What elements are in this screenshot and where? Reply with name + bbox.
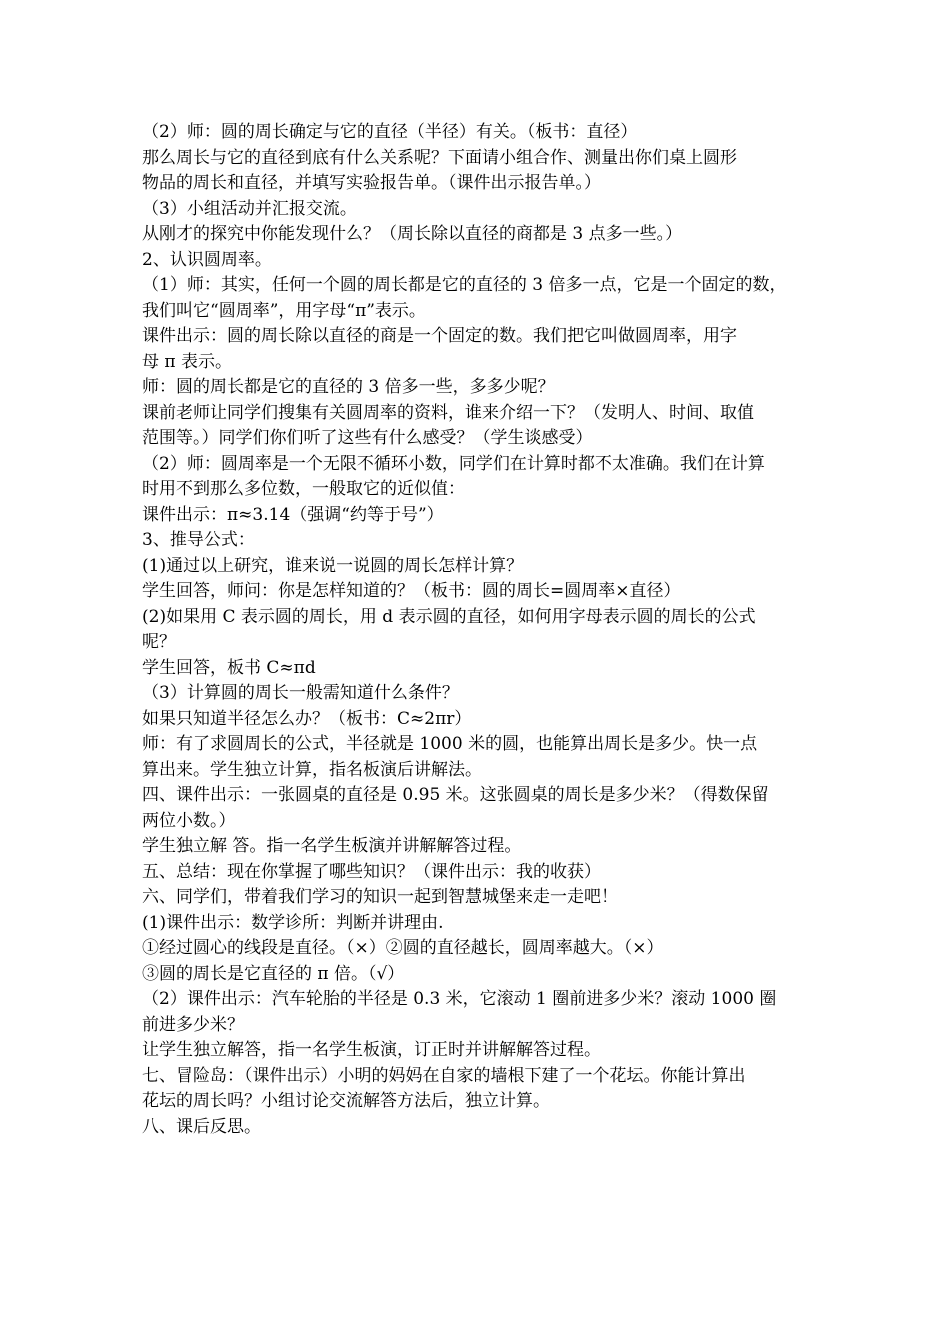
text-line: （3）计算圆的周长一般需知道什么条件？ bbox=[142, 683, 459, 703]
text-line: 如果只知道半径怎么办？（板书：C≈2πr） bbox=[142, 708, 472, 729]
text-line: 花坛的周长吗？小组讨论交流解答方法后，独立计算。 bbox=[142, 1091, 550, 1111]
text-line: 两位小数。） bbox=[142, 810, 236, 831]
text-line: 物品的周长和直径，并填写实验报告单。（课件出示报告单。） bbox=[142, 173, 601, 193]
section-heading: 五、总结：现在你掌握了哪些知识？（课件出示：我的收获） bbox=[142, 861, 601, 882]
text-line: ①经过圆心的线段是直径。（×）②圆的直径越长，圆周率越大。（×） bbox=[142, 938, 664, 958]
text-line: (2)如果用 C 表示圆的周长，用 d 表示圆的直径，如何用字母表示圆的周长的公式 bbox=[142, 606, 756, 627]
text-line: 学生独立解 答。指一名学生板演并讲解解答过程。 bbox=[142, 836, 522, 856]
text-line: 学生回答，师问：你是怎样知道的？（板书：圆的周长=圆周率×直径） bbox=[142, 581, 681, 601]
text-line: 课前老师让同学们搜集有关圆周率的资料，谁来介绍一下？（发明人、时间、取值 bbox=[142, 402, 754, 423]
text-line: （2）师：圆的周长确定与它的直径（半径）有关。（板书：直径） bbox=[142, 122, 638, 142]
document-body bbox=[142, 120, 812, 1140]
text-line: 时用不到那么多位数，一般取它的近似值： bbox=[142, 479, 465, 499]
section-heading: 八、课后反思。 bbox=[142, 1116, 261, 1137]
text-line: ③圆的周长是它直径的 π 倍。（√） bbox=[142, 963, 405, 984]
text-line: 从刚才的探究中你能发现什么？（周长除以直径的商都是 3 点多一些。） bbox=[142, 224, 683, 244]
text-line: 师：有了求圆周长的公式，半径就是 1000 米的圆，也能算出周长是多少。快一点 bbox=[142, 734, 758, 754]
text-line: 呢？ bbox=[142, 632, 176, 652]
section-heading: 六、同学们，带着我们学习的知识一起到智慧城堡来走一走吧！ bbox=[142, 887, 618, 907]
section-heading: 七、冒险岛：（课件出示）小明的妈妈在自家的墙根下建了一个花坛。你能计算出 bbox=[142, 1065, 746, 1086]
text-line: 课件出示：圆的周长除以直径的商是一个固定的数。我们把它叫做圆周率，用字 bbox=[142, 326, 737, 346]
text-line: （3）小组活动并汇报交流。 bbox=[142, 198, 357, 219]
text-line: 前进多少米？ bbox=[142, 1014, 244, 1035]
text-line: （1）师：其实，任何一个圆的周长都是它的直径的 3 倍多一点，它是一个固定的数， bbox=[142, 275, 787, 295]
section-heading: 2、认识圆周率。 bbox=[142, 249, 272, 270]
text-line: 师：圆的周长都是它的直径的 3 倍多一些，多多少呢？ bbox=[142, 377, 555, 397]
text-line: 范围等。）同学们你们听了这些有什么感受？（学生谈感受） bbox=[142, 428, 593, 448]
text-line: 我们叫它“圆周率”，用字母“π”表示。 bbox=[142, 300, 426, 321]
section-heading: 四、课件出示：一张圆桌的直径是 0.95 米。这张圆桌的周长是多少米？（得数保留 bbox=[142, 785, 769, 805]
text-line: (1)课件出示：数学诊所：判断并讲理由. bbox=[142, 912, 444, 933]
text-line: 学生回答，板书 C≈πd bbox=[142, 657, 316, 678]
text-line: 那么周长与它的直径到底有什么关系呢？下面请小组合作、测量出你们桌上圆形 bbox=[142, 147, 737, 168]
text-line: (1)通过以上研究，谁来说一说圆的周长怎样计算？ bbox=[142, 555, 524, 576]
section-heading: 3、推导公式： bbox=[142, 530, 255, 550]
text-line: 让学生独立解答，指一名学生板演，订正时并讲解解答过程。 bbox=[142, 1040, 601, 1060]
text-line: 母 π 表示。 bbox=[142, 351, 232, 372]
text-line: 算出来。学生独立计算，指名板演后讲解法。 bbox=[142, 759, 482, 780]
text-line: （2）课件出示：汽车轮胎的半径是 0.3 米，它滚动 1 圈前进多少米？滚动 1000 圈 bbox=[142, 989, 777, 1009]
text-line: 课件出示：π≈3.14（强调“约等于号”） bbox=[142, 504, 444, 525]
text-line: （2）师：圆周率是一个无限不循环小数，同学们在计算时都不太准确。我们在计算 bbox=[142, 453, 765, 474]
